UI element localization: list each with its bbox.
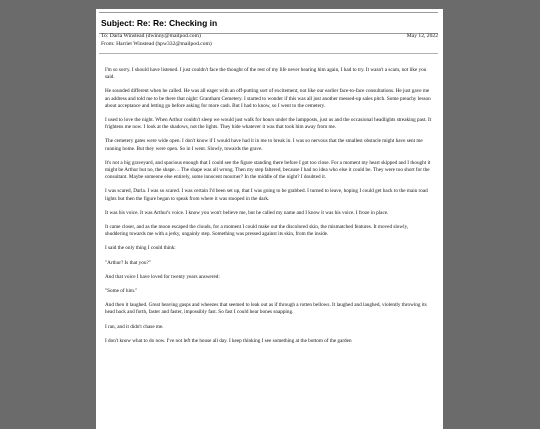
email-document: [96, 9, 443, 429]
body-paragraph: I'm so sorry. I should have listened. I just couldn't face the thought of the rest of my life never hearing him again, I had to try. It wasn't a scam, not like you said.: [105, 67, 427, 81]
body-paragraph: It's not a big graveyard, and spacious enough that I could see the figure standing there before I got too close. For a moment my heart skipped and I thought it might be Arthur but no, the shape… The shape was all wrong. Then my step faltered, because I had no idea who else it could be. They were too short for the consultant. Maybe someone else entirely, some innocent mourner? In the middle of the night? I doubted it.: [105, 159, 431, 181]
body-paragraph: He sounded different when he called. He was all eager with an off-putting sort of excitement, not like our earlier face-to-face consultations. He just gave me an address and told me to be there that night: Grantham Cemetery. I started to wonder if this was all just another messed-up sales pitch. Some preachy lesson about acceptance and letting go before asking for more cash. But I had to know, so I went to the cemetery.: [105, 88, 431, 109]
email-from: From: Harriet Winstead (hpw332@mailpod.com): [101, 40, 212, 47]
body-paragraph: The cemetery gates were wide open. I don't know if I would have had it in me to break in. I was so nervous that the smallest obstacle might have sent me running home. But they were open. So in I went. Slowly, towards the grave.: [105, 138, 423, 152]
body-paragraph: I was scared, Darla. I was so scared. I was certain I'd been set up, that I was going to be grabbed. I turned to leave, hoping I could get back to the main road lights but then the figure began to speak from where it was stooped in the dark.: [105, 188, 428, 202]
body-paragraph: I ran, and it didn't chase me.: [105, 323, 164, 330]
body-paragraph: I said the only thing I could think:: [105, 245, 176, 252]
body-paragraph: It came closer, and as the moon escaped the clouds, for a moment I could make out the discolored skin, the mismatched features. It moved slowly, shuddering towards me with a jerky, ungainly step. Something was pressed against its skin, from the inside.: [105, 224, 409, 238]
body-paragraph: It was his voice. It was Arthur's voice. I know you won't believe me, but he called my name and I know it was his voice. I froze in place.: [105, 209, 389, 216]
email-date: May 12, 2022: [406, 33, 438, 39]
body-paragraph: And that voice I have loved for twenty years answered:: [105, 273, 220, 280]
body-paragraph: I used to love the night. When Arthur couldn't sleep we would just walk for hours under the lampposts, just us and the occasional headlights streaking past. It frightens me now. I look at the shadows, not the lights. They hide whatever it was that took him away from me.: [105, 117, 432, 131]
body-paragraph: "Some of him.": [105, 288, 138, 295]
body-paragraph: I don't know what to do now. I've not left the house all day. I keep thinking I see something at the bottom of the garden: [105, 337, 352, 344]
email-body: [105, 67, 432, 352]
email-to: To: Darla Winstead (dwinny@mailpod.com): [101, 33, 201, 39]
header-divider: [99, 53, 438, 54]
body-paragraph: And then it laughed. Great heaving gasps and wheezes that seemed to leak out as if through a rotten bellows. It laughed and laughed, violently throwing its head back and forth, faster and faster, impossibly fast. So fast I could hear bones snapping.: [105, 302, 427, 316]
email-header: [101, 33, 438, 51]
email-subject: Subject: Re: Re: Checking in: [99, 12, 438, 34]
body-paragraph: "Arthur? Is that you?": [105, 259, 151, 266]
